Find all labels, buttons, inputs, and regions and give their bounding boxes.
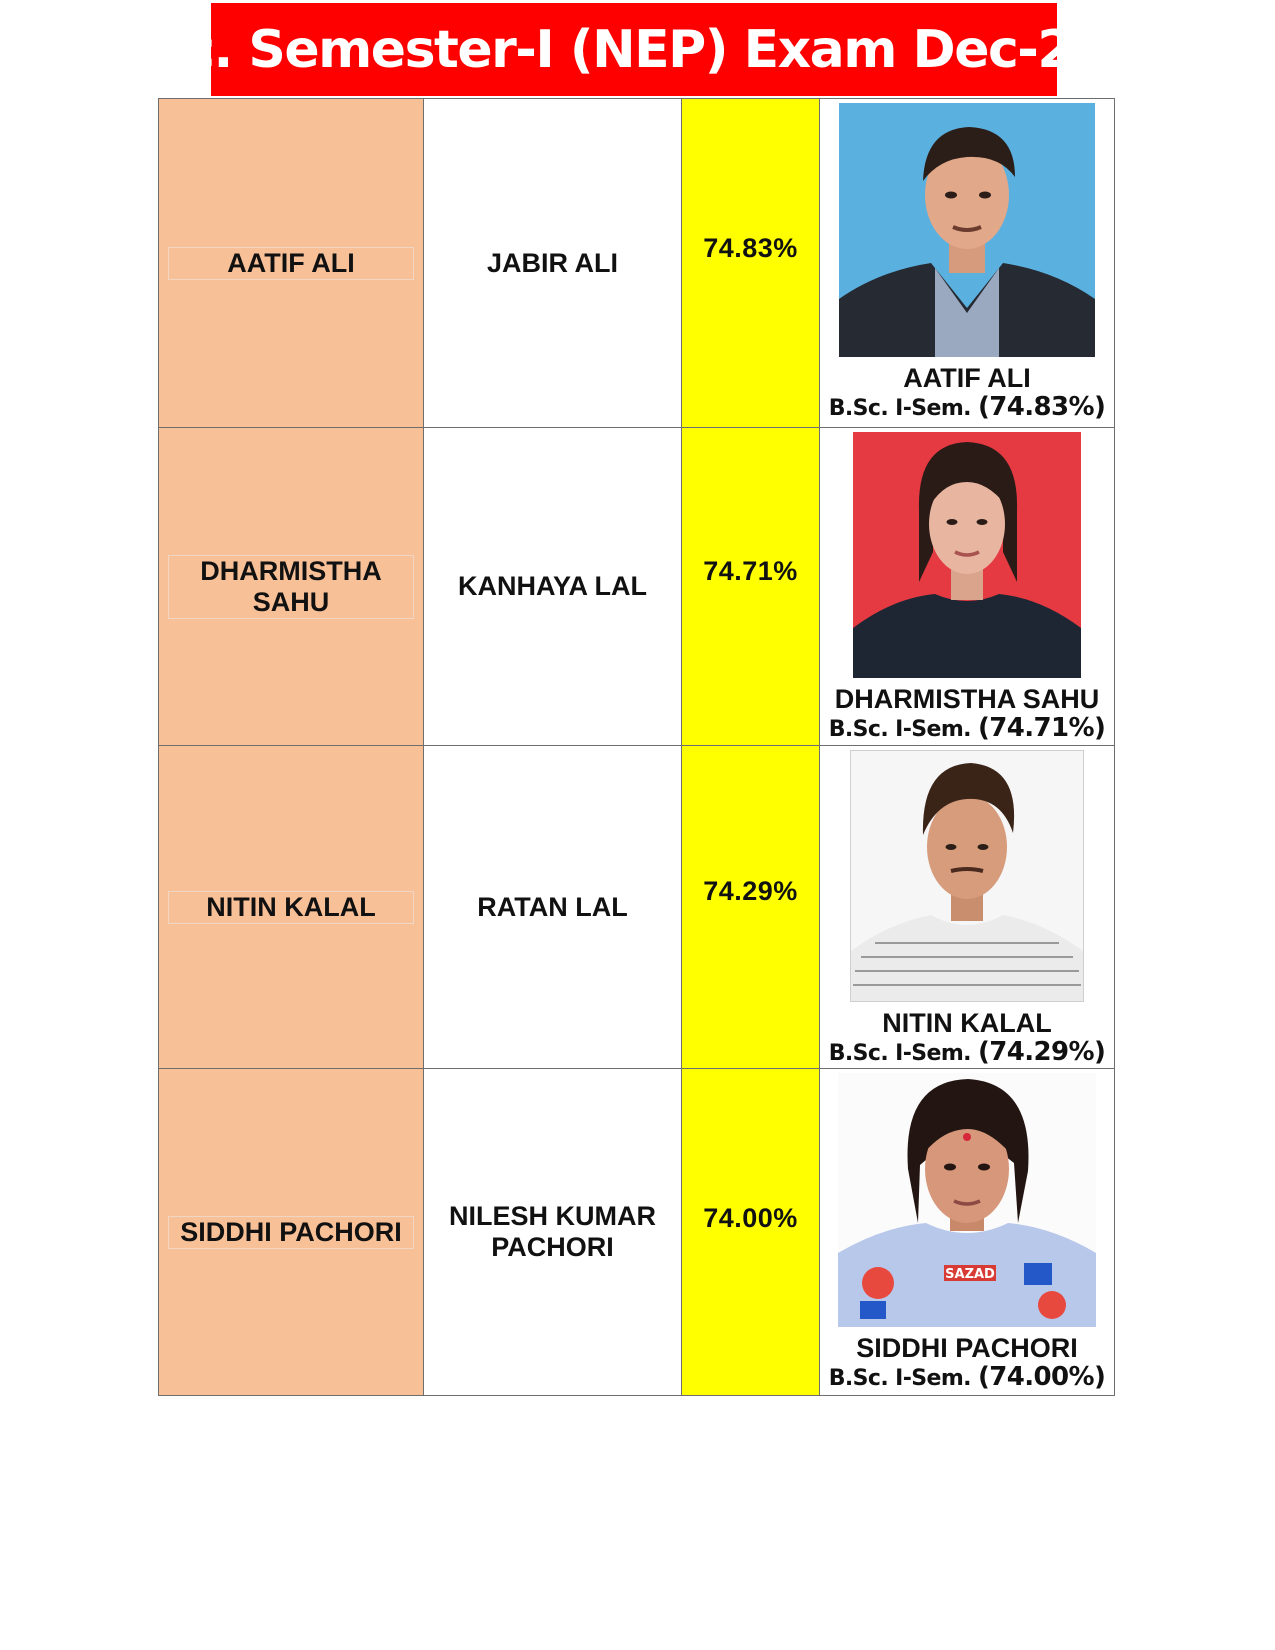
father-name-cell xyxy=(424,99,682,428)
results-table xyxy=(158,98,1115,1396)
percentage-value: 74.00% xyxy=(703,1203,798,1233)
caption-detail: B.Sc. I-Sem. (74.83%) xyxy=(828,392,1106,422)
caption-name: SIDDHI PACHORI xyxy=(856,1333,1078,1363)
father-name-cell xyxy=(424,428,682,746)
caption-detail: B.Sc. I-Sem. (74.00%) xyxy=(828,1362,1106,1392)
percentage-value: 74.83% xyxy=(703,233,798,263)
student-name: DHARMISTHA SAHU xyxy=(168,555,414,619)
table-row xyxy=(159,746,1115,1069)
caption-detail: B.Sc. I-Sem. (74.29%) xyxy=(828,1037,1106,1067)
table-row xyxy=(159,99,1115,428)
page-title: B.Sc. Semester-I (NEP) Exam Dec-2024 xyxy=(91,19,1177,80)
father-name: KANHAYA LAL xyxy=(457,571,648,601)
percentage-value: 74.71% xyxy=(703,556,798,586)
photo-cell xyxy=(820,428,1115,746)
student-photo xyxy=(839,103,1095,357)
father-name-cell xyxy=(424,746,682,1069)
student-name: NITIN KALAL xyxy=(168,891,414,924)
percentage-cell xyxy=(682,746,820,1069)
student-name-cell xyxy=(159,746,424,1069)
student-name: SIDDHI PACHORI xyxy=(168,1216,414,1249)
caption-name: DHARMISTHA SAHU xyxy=(834,684,1100,714)
caption-detail: B.Sc. I-Sem. (74.71%) xyxy=(828,713,1106,743)
student-name-cell xyxy=(159,428,424,746)
caption-name: AATIF ALI xyxy=(903,363,1031,393)
student-name-cell xyxy=(159,1069,424,1396)
photo-cell xyxy=(820,746,1115,1069)
father-name-cell xyxy=(424,1069,682,1396)
table-row xyxy=(159,1069,1115,1396)
student-photo xyxy=(838,1073,1096,1327)
father-name: JABIR ALI xyxy=(486,247,618,278)
page-title-banner xyxy=(91,3,1177,96)
percentage-cell xyxy=(682,428,820,746)
percentage-cell xyxy=(682,1069,820,1396)
percentage-cell xyxy=(682,99,820,428)
father-name: NILESH KUMAR PACHORI xyxy=(449,1201,656,1262)
photo-cell xyxy=(820,99,1115,428)
table-row xyxy=(159,428,1115,746)
photo-cell xyxy=(820,1069,1115,1396)
student-photo xyxy=(850,750,1084,1002)
shirt-print-text: SAZAD xyxy=(945,1267,995,1282)
caption-name: NITIN KALAL xyxy=(882,1008,1052,1038)
percentage-value: 74.29% xyxy=(703,876,798,906)
student-name-cell xyxy=(159,99,424,428)
father-name: RATAN LAL xyxy=(477,891,628,922)
student-name: AATIF ALI xyxy=(168,247,414,280)
student-photo xyxy=(853,432,1081,678)
